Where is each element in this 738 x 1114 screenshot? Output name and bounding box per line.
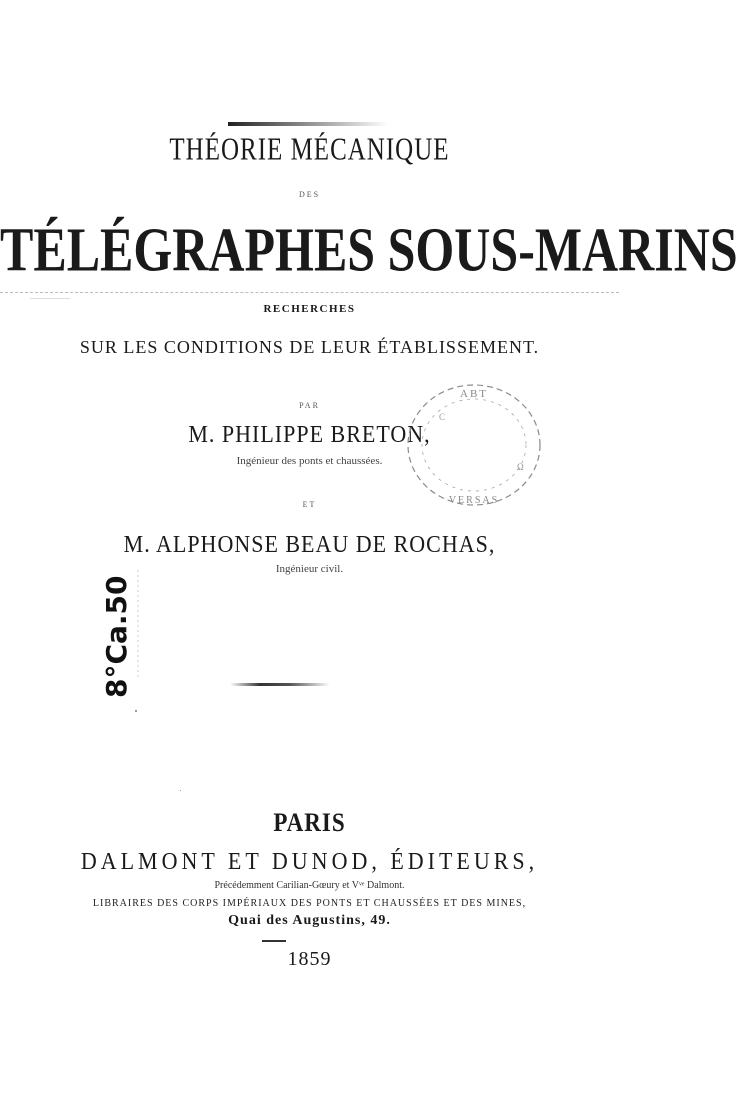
year-dash (262, 940, 286, 942)
handwritten-shelfmark (88, 560, 148, 700)
author-1-role: Ingénieur des ponts et chaussées. (236, 455, 383, 467)
library-stamp (399, 375, 549, 515)
scan-speck (135, 710, 137, 712)
svg-text:Ω: Ω (517, 462, 524, 472)
author-1-name: M. PHILIPPE BRETON, (188, 420, 431, 448)
svg-text:8°Ca.50: 8°Ca.50 (100, 575, 133, 698)
publisher-address: Quai des Augustins, 49. (228, 913, 391, 928)
publication-city: PARIS (273, 808, 346, 837)
svg-text:ABT: ABT (460, 388, 488, 400)
middle-ornament-rule (230, 683, 330, 686)
title-connector-des: DES (298, 190, 321, 199)
scan-speck (30, 298, 70, 299)
main-title: TÉLÉGRAPHES SOUS-MARINS (0, 214, 738, 285)
publisher-predecessors: Précédemment Carilian-Gœury et Vᵛᵉ Dalmont. (214, 880, 405, 891)
publisher-name: DALMONT ET DUNOD, ÉDITEURS, (80, 847, 539, 875)
author-2-name: M. ALPHONSE BEAU DE ROCHAS, (123, 530, 496, 558)
author-2-role: Ingénieur civil. (275, 563, 344, 575)
publication-year: 1859 (287, 948, 332, 970)
title-divider (0, 292, 619, 294)
scan-speck (180, 790, 181, 791)
subtitle-conditions: SUR LES CONDITIONS DE LEUR ÉTABLISSEMENT. (79, 337, 540, 357)
title-line-1: THÉORIE MÉCANIQUE (169, 133, 450, 167)
top-ornament-rule (228, 122, 388, 126)
svg-text:C: C (439, 412, 446, 422)
svg-text:VERSAS: VERSAS (448, 495, 500, 506)
by-word: PAR (299, 401, 320, 410)
publisher-description: LIBRAIRES DES CORPS IMPÉRIAUX DES PONTS ET CHAUSSÉES ET DES MINES, (92, 898, 527, 909)
and-word: ET (302, 500, 317, 509)
subtitle-recherches: RECHERCHES (263, 303, 356, 315)
